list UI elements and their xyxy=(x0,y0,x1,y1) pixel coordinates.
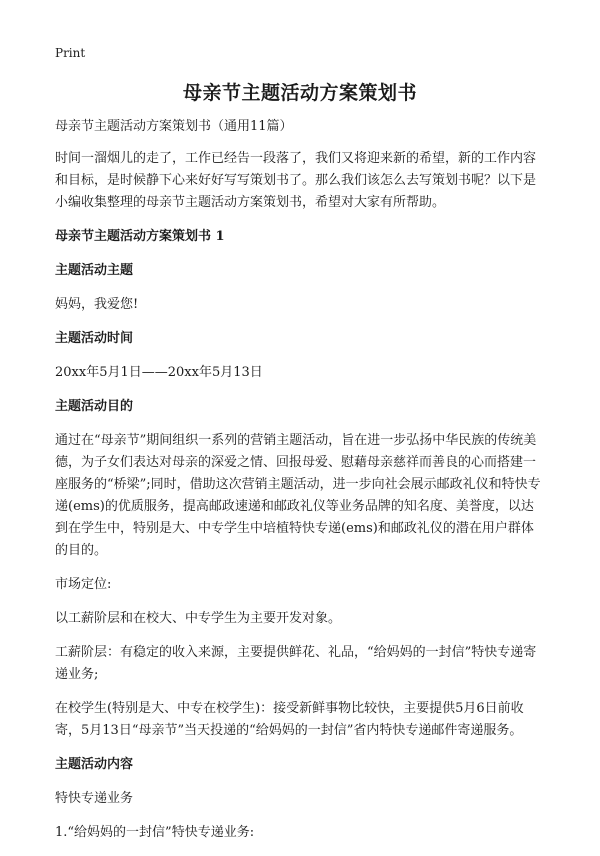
section-heading: 母亲节主题活动方案策划书 1 xyxy=(55,229,225,244)
market-paragraph: 以工薪阶层和在校大、中专学生为主要开发对象。 xyxy=(55,611,342,626)
page-title: 母亲节主题活动方案策划书 xyxy=(182,82,417,104)
content-heading: 主题活动内容 xyxy=(55,757,134,772)
worker-paragraph: 工薪阶层：有稳定的收入来源，主要提供鲜花、礼品，“给妈妈的一封信”特快专递寄递业务; xyxy=(55,645,537,682)
item-1-text: 1.“给妈妈的一封信”特快专递业务: xyxy=(55,825,255,840)
market-label: 市场定位: xyxy=(55,577,112,592)
theme-heading: 主题活动主题 xyxy=(55,263,134,278)
goal-paragraph: 通过在“母亲节”期间组织一系列的营销主题活动，旨在进一步弘扬中华民族的传统美德，为子女们表达对母亲的深爱之情、回报母爱、慰藉母亲慈祥而善良的心而搭建一座服务的“桥梁”;同时，借助这次营销主题活动，进一步向社会展示邮政礼仪和特快专递(ems)的优质服务，提高邮政速递和邮政礼仪等业务品牌的知名度、美誉度，以达到在学生中，特别是大、中专学生中培植特快专递(ems)和邮政礼仪的潜在用户群体的目的。 xyxy=(55,433,541,558)
intro-paragraph: 时间一溜烟儿的走了，工作已经告一段落了，我们又将迎来新的希望，新的工作内容和目标，是时候静下心来好好写写策划书了。那么我们该怎么去写策划书呢？以下是小编收集整理的母亲节主题活动方案策划书，希望对大家有所帮助。 xyxy=(55,151,537,210)
goal-heading: 主题活动目的 xyxy=(55,399,134,414)
document-body xyxy=(55,116,545,856)
student-paragraph: 在校学生(特别是大、中专在校学生)：接受新鲜事物比较快，主要提供5月6日前收寄，5月13日“母亲节”当天投递的“给妈妈的一封信”省内特快专递邮件寄递服务。 xyxy=(55,701,524,738)
theme-text: 妈妈，我爱您! xyxy=(55,297,139,312)
content-text: 特快专递业务 xyxy=(55,791,134,806)
print-link[interactable]: Print xyxy=(55,46,86,60)
time-heading: 主题活动时间 xyxy=(55,331,134,346)
time-text: 20xx年5月1日——20xx年5月13日 xyxy=(55,365,263,380)
document-subtitle: 母亲节主题活动方案策划书（通用11篇） xyxy=(55,119,293,134)
